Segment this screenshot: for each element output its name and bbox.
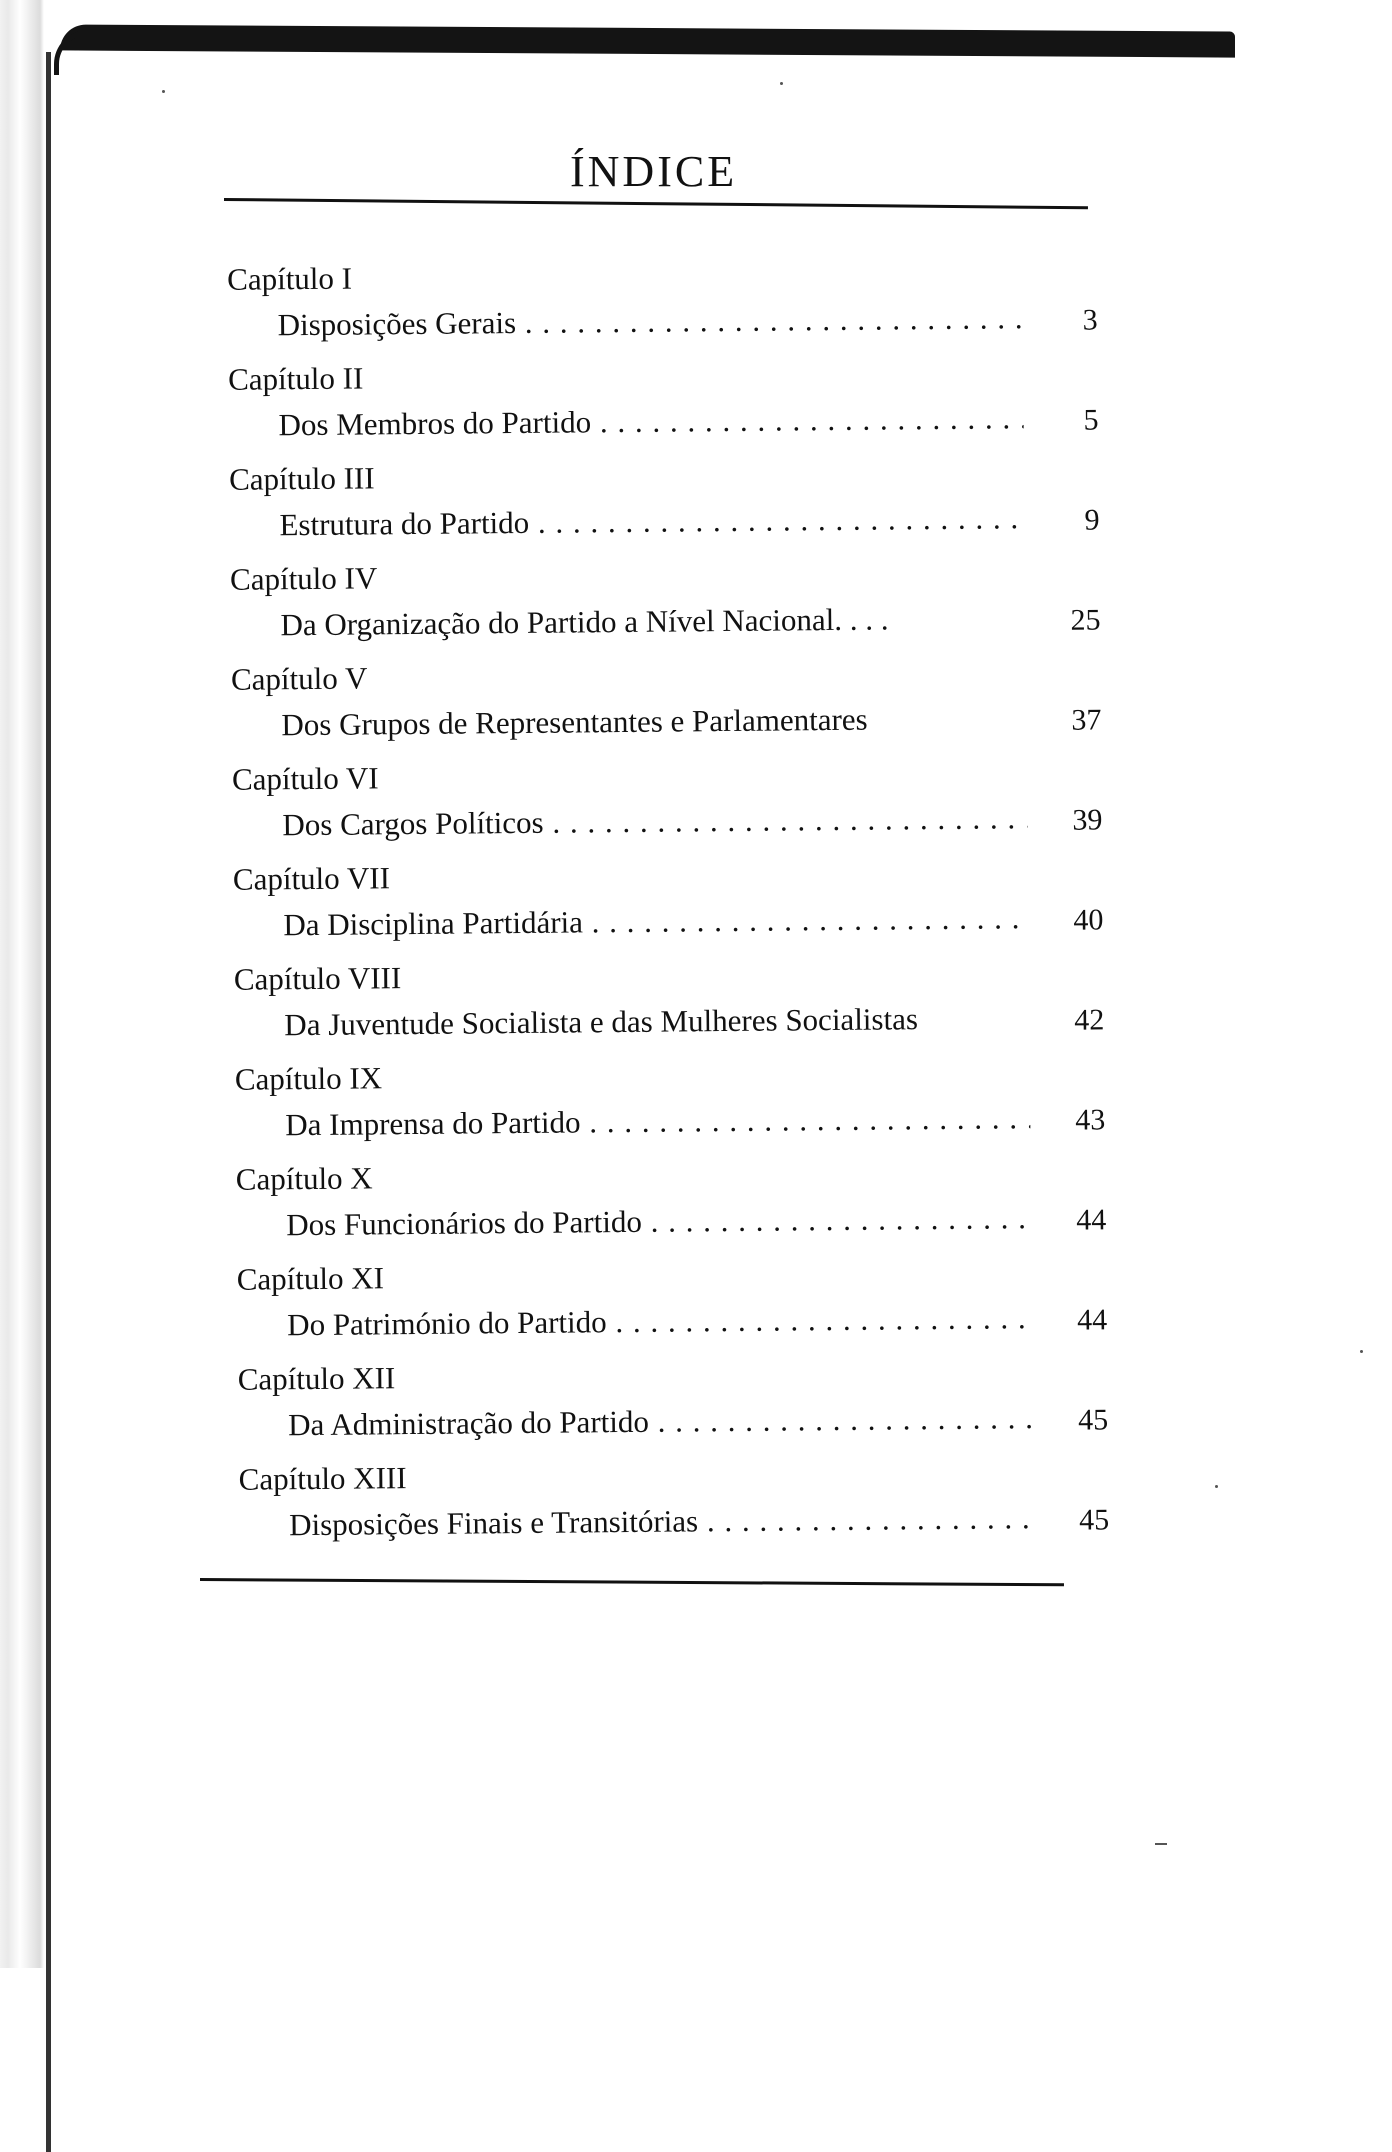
table-of-contents — [205, 253, 1110, 1561]
toc-item — [206, 353, 1097, 462]
toc-item — [211, 853, 1102, 962]
page-number: 39 — [1072, 803, 1103, 837]
chapter-title: Disposições Gerais . . . — [277, 300, 1022, 342]
bottom-rule — [200, 1578, 1064, 1586]
chapter-label: Capítulo XIII — [238, 1460, 407, 1497]
chapter-label: Capítulo VIII — [233, 960, 402, 997]
chapter-title: Dos Cargos Políticos . . . — [282, 800, 1027, 842]
top-rule — [224, 198, 1088, 209]
chapter-label: Capítulo IX — [234, 1060, 383, 1097]
page-title: ÍNDICE — [570, 147, 738, 196]
toc-item — [213, 1053, 1104, 1162]
chapter-title: Estrutura do Partido . . . — [279, 500, 1024, 542]
toc-item — [210, 753, 1101, 862]
chapter-title: Da Administração do Partido . . . — [288, 1400, 1033, 1442]
chapter-label: Capítulo X — [235, 1160, 373, 1197]
chapter-entry — [282, 800, 1027, 843]
chapter-label: Capítulo II — [227, 360, 364, 397]
scan-corner — [54, 30, 99, 75]
chapter-entry — [280, 600, 1025, 643]
chapter-entry — [286, 1200, 1031, 1243]
toc-item — [208, 553, 1099, 662]
chapter-title: Dos Grupos de Representantes e Parlamentares — [281, 701, 868, 743]
page-number: 9 — [1084, 503, 1100, 537]
chapter-label: Capítulo V — [230, 660, 368, 697]
toc-item — [205, 253, 1096, 362]
toc-item — [212, 953, 1103, 1062]
chapter-label: Capítulo IV — [229, 560, 378, 597]
scan-speck — [780, 82, 783, 85]
page-number: 37 — [1071, 703, 1102, 737]
page-number: 44 — [1076, 1203, 1107, 1237]
scan-left-edge-line — [46, 52, 51, 2152]
chapter-entry — [289, 1500, 1034, 1543]
page-number: 3 — [1082, 303, 1098, 337]
page-number: 5 — [1083, 403, 1099, 437]
chapter-entry — [285, 1100, 1030, 1143]
chapter-entry — [277, 300, 1022, 343]
chapter-entry — [278, 400, 1023, 443]
chapter-entry — [288, 1400, 1033, 1443]
chapter-title: Do Património do Partido . . . — [287, 1300, 1032, 1342]
chapter-label: Capítulo VI — [231, 760, 379, 797]
scan-speck — [162, 90, 165, 93]
chapter-title: Da Imprensa do Partido . . . — [285, 1100, 1030, 1142]
scan-speck — [1215, 1485, 1218, 1488]
chapter-title: Da Juventude Socialista e das Mulheres Socialistas — [284, 1001, 919, 1043]
chapter-title: Dos Membros do Partido . . . — [278, 400, 1023, 442]
toc-item — [217, 1453, 1108, 1562]
chapter-label: Capítulo XII — [237, 1360, 396, 1397]
page-number: 45 — [1077, 1403, 1109, 1437]
chapter-label: Capítulo III — [228, 460, 375, 497]
page-number: 43 — [1075, 1103, 1106, 1137]
page-number: 45 — [1078, 1503, 1110, 1537]
chapter-entry — [281, 700, 1026, 743]
toc-item — [209, 653, 1100, 762]
chapter-entry — [283, 900, 1028, 943]
toc-item — [214, 1153, 1105, 1262]
chapter-title: Dos Funcionários do Partido . . . — [286, 1200, 1031, 1242]
page-number: 42 — [1074, 1003, 1105, 1037]
chapter-title: Da Organização do Partido a Nível Nacional. . . . — [280, 601, 889, 643]
chapter-entry — [279, 500, 1024, 543]
page-number: 40 — [1073, 903, 1104, 937]
page-number: 25 — [1070, 603, 1101, 637]
chapter-label: Capítulo XI — [236, 1260, 385, 1297]
chapter-entry — [287, 1300, 1032, 1343]
toc-item — [215, 1253, 1106, 1362]
chapter-entry — [284, 1000, 1029, 1043]
scan-speck — [1360, 1350, 1363, 1353]
page-number: 44 — [1077, 1303, 1108, 1337]
toc-item — [207, 453, 1098, 562]
chapter-title: Da Disciplina Partidária . . . — [283, 900, 1028, 942]
scan-top-edge — [60, 24, 1235, 57]
scan-speck — [1155, 1843, 1167, 1845]
chapter-label: Capítulo VII — [232, 860, 391, 897]
chapter-title: Disposições Finais e Transitórias . . . — [289, 1500, 1034, 1542]
toc-item — [216, 1353, 1107, 1462]
chapter-label: Capítulo I — [226, 260, 353, 297]
